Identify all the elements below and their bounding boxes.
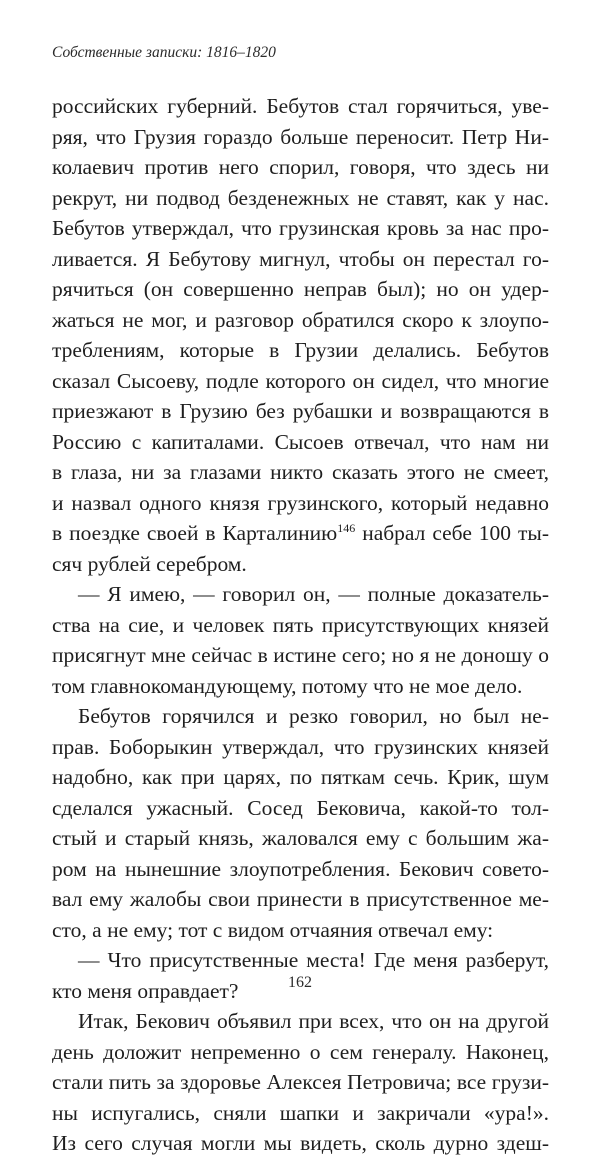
text-line: колаевич против него спорил, говоря, что здесь ни xyxy=(52,155,549,179)
text-line: Итак, Бекович объявил при всех, что он на другой xyxy=(78,1009,549,1033)
text-line: сто, а не ему; тот с видом отчаяния отвечал ему: xyxy=(52,917,494,942)
text-segment: набрал себе 100 ты- xyxy=(355,521,549,545)
text-line: треблениям, которые в Грузии делались. Бебутов xyxy=(52,338,549,362)
footnote-reference: 146 xyxy=(337,521,356,535)
text-line: Из сего случая могли мы видеть, сколь дурно здеш- xyxy=(52,1131,549,1155)
text-line: вал ему жалобы свои принести в присутственное ме- xyxy=(52,887,549,911)
text-line-with-footnote xyxy=(52,518,549,549)
text-line: надобно, как при царях, по пяткам сечь. Крик, шум xyxy=(52,765,549,789)
text-line: кто меня оправдает? xyxy=(52,978,239,1003)
text-line: том главнокомандующему, потому что не мое дело. xyxy=(52,673,523,698)
text-line: ром на нынешние злоупотребления. Бекович совето- xyxy=(52,856,549,881)
text-line: ряя, что Грузия гораздо больше переносит. Петр Ни- xyxy=(52,124,549,149)
text-line: Россию с капиталами. Сысоев отвечал, что нам ни xyxy=(52,429,549,454)
body-text xyxy=(52,91,549,1159)
text-line: рячиться (он совершенно неправ был); но он удер- xyxy=(52,277,549,301)
text-line: ны испугались, сняли шапки и закричали «ура!». xyxy=(52,1100,549,1125)
text-line: сяч рублей серебром. xyxy=(52,551,247,576)
text-line: сказал Сысоеву, подле которого он сидел, что многие xyxy=(52,368,549,393)
text-line: рекрут, ни подвод безденежных не ставят, как у нас. xyxy=(52,185,549,210)
text-line: приезжают в Грузию без рубашки и возвращаются в xyxy=(52,399,549,423)
text-line: — Я имею, — говорил он, — полные доказатель- xyxy=(78,582,549,606)
text-segment: в поездке своей в Карталинию xyxy=(52,521,338,545)
text-line: стали пить за здоровье Алексея Петровича; все грузи- xyxy=(52,1070,549,1094)
text-line: стый и старый князь, жаловался ему с большим жа- xyxy=(52,826,549,850)
text-line: прав. Боборыкин утверждал, что грузинских князей xyxy=(52,734,549,759)
text-line: Бебутов утверждал, что грузинская кровь за нас про- xyxy=(52,216,549,240)
text-line: — Что присутственные места! Где меня разберут, xyxy=(78,948,549,972)
text-line: ливается. Я Бебутову мигнул, чтобы он перестал го- xyxy=(52,246,549,271)
text-line: день доложит непременно о сем генералу. Наконец, xyxy=(52,1039,549,1064)
text-line: жаться не мог, и разговор обратился скоро к злоупо- xyxy=(52,307,549,332)
text-line: Бебутов горячился и резко говорил, но был не- xyxy=(78,704,549,728)
text-line: российских губерний. Бебутов стал горячиться, уве- xyxy=(52,94,549,118)
text-line: присягнут мне сейчас в истине сего; но я не доношу о xyxy=(52,643,549,667)
running-head: Собственные записки: 1816–1820 xyxy=(52,44,276,61)
page-number: 162 xyxy=(288,974,312,991)
text-line: в глаза, ни за глазами никто сказать этого не смеет, xyxy=(52,460,549,484)
text-line: сделался ужасный. Сосед Бековича, какой-то тол- xyxy=(52,795,549,820)
text-line: и назвал одного князя грузинского, который недавно xyxy=(52,490,549,515)
text-line: ства на сие, и человек пять присутствующих князей xyxy=(52,612,549,637)
